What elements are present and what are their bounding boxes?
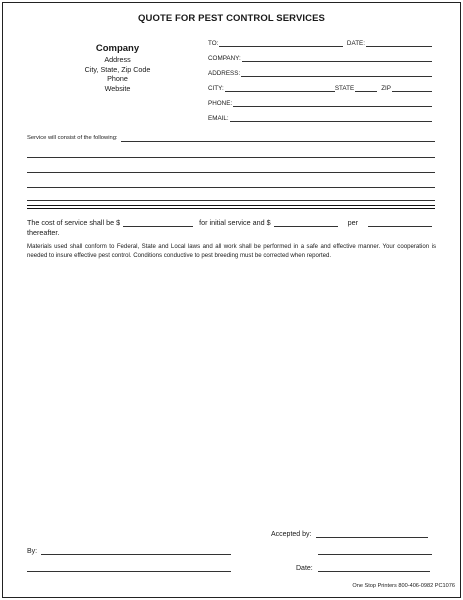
service-line-2[interactable]: [27, 157, 435, 158]
materials-paragraph: Materials used shall conform to Federal, State and Local laws and all work shall be performed in a safe and effective manner. Your cooperation is needed to insure effective pest control. Conditions conductive to pest breeding must be corrected when reported.: [27, 243, 436, 259]
company-name: Company: [95, 43, 140, 54]
by-label: By:: [27, 548, 38, 555]
service-line-1[interactable]: [121, 135, 435, 142]
state-label: STATE: [334, 85, 355, 92]
to-date-row: [208, 37, 432, 47]
address-row: [208, 67, 432, 77]
address-field[interactable]: [241, 70, 432, 77]
cost-per: per: [347, 218, 358, 227]
by-field[interactable]: [41, 548, 231, 555]
company-row: [208, 52, 432, 62]
recurring-cost-field[interactable]: [274, 219, 338, 227]
zip-field[interactable]: [392, 85, 432, 92]
email-field[interactable]: [230, 115, 432, 122]
accepted-by-field[interactable]: [316, 531, 428, 538]
service-line-5[interactable]: [27, 200, 435, 201]
company-block: [40, 43, 195, 93]
company-label: COMPANY:: [208, 55, 241, 62]
service-line-3[interactable]: [27, 172, 435, 173]
period-field[interactable]: [368, 219, 432, 227]
company-phone: Phone: [107, 74, 128, 84]
date-signature-row: [296, 565, 430, 572]
state-field[interactable]: [355, 85, 377, 92]
phone-row: [208, 97, 432, 107]
city-label: CITY:: [208, 85, 224, 92]
city-state-zip-row: [208, 82, 432, 92]
zip-label: ZIP: [381, 85, 391, 92]
date-label: DATE:: [346, 40, 365, 47]
phone-field[interactable]: [233, 100, 432, 107]
by-row: [27, 548, 231, 555]
address-label: ADDRESS:: [208, 70, 241, 77]
initial-cost-field[interactable]: [123, 219, 193, 227]
company-city-state-zip: City, State, Zip Code: [84, 64, 151, 74]
cost-thereafter: thereafter.: [27, 228, 60, 237]
signature-date-label: Date:: [296, 565, 313, 572]
company-field[interactable]: [242, 55, 432, 62]
phone-label: PHONE:: [208, 100, 233, 107]
cost-middle: for initial service and $: [199, 218, 271, 227]
city-field[interactable]: [225, 85, 335, 92]
signature-date-field[interactable]: [318, 565, 430, 572]
printer-footer: One Stop Printers 800-406-0982 PC1076: [352, 583, 455, 589]
accepted-by-row: [271, 531, 428, 538]
email-row: [208, 112, 432, 122]
service-heading-row: [27, 135, 435, 142]
company-address: Address: [104, 55, 131, 64]
to-field[interactable]: [219, 40, 343, 47]
divider-rule: [27, 208, 435, 209]
email-label: EMAIL:: [208, 115, 229, 122]
to-label: TO:: [208, 40, 219, 47]
company-website: Website: [104, 83, 131, 93]
cost-prefix: The cost of service shall be $: [27, 218, 121, 227]
service-line-4[interactable]: [27, 187, 435, 188]
service-heading: Service will consist of the following:: [27, 135, 118, 141]
page-title: QUOTE FOR PEST CONTROL SERVICES: [138, 13, 325, 24]
by-line-2[interactable]: [27, 571, 231, 572]
accepted-by-line-2[interactable]: [318, 554, 432, 555]
cost-row: [27, 218, 437, 227]
divider-rule: [27, 205, 435, 206]
date-field[interactable]: [366, 40, 432, 47]
accepted-by-label: Accepted by:: [271, 531, 312, 538]
